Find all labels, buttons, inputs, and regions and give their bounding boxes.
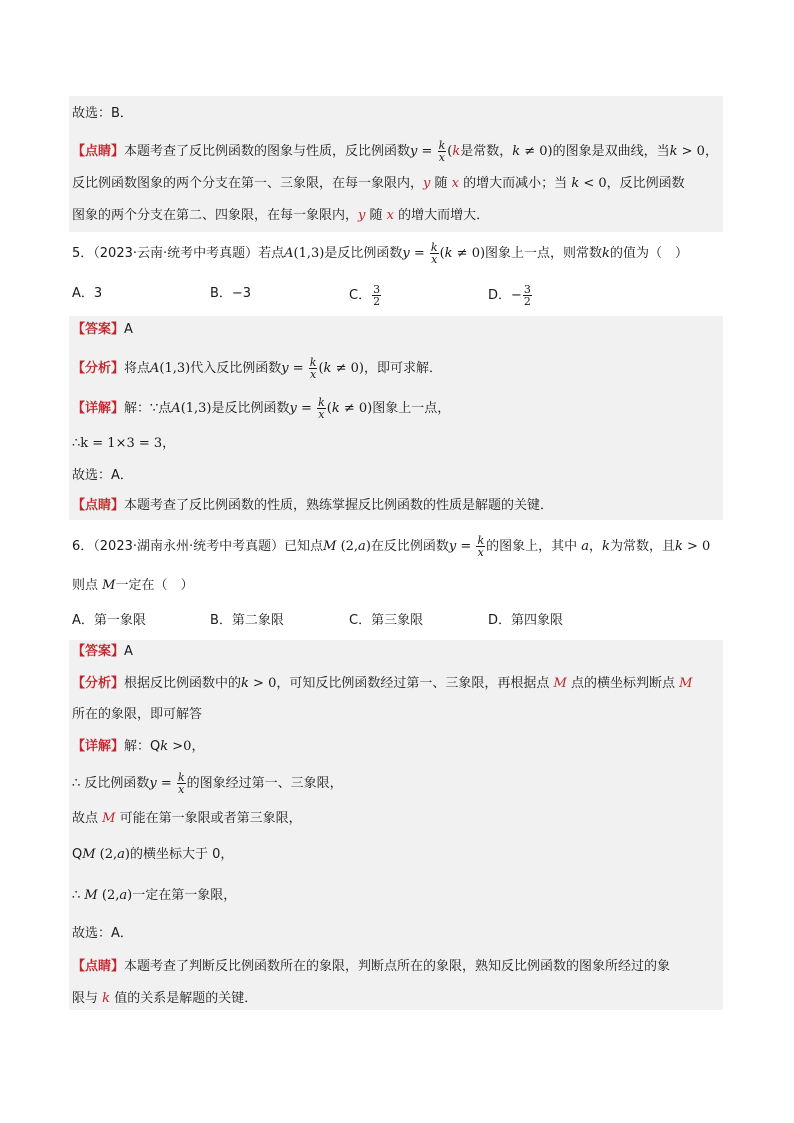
comment-text: 的增大而增大．: [398, 208, 490, 223]
detail-text: 故点: [72, 811, 99, 826]
q6-detail-2: ∴ 反比例函数y = $\frac{k}{x}$ 的图象经过第一、三象限，: [72, 771, 343, 796]
analysis-text: ，可知反比例函数经过第一、三象限，再根据点: [276, 676, 550, 691]
comment-text: 是常数，: [460, 144, 513, 159]
comment-line-2: 反比例函数图象的两个分支在第一、三象限，在每一象限内，y 随 x 的增大而减小；当 k < 0，反比例函数: [72, 176, 685, 191]
q6-stem-text: 6．（2023·湖南永州·统考中考真题）已知点: [72, 539, 324, 554]
analysis-tag: 【分析】: [72, 361, 125, 376]
q6-detail-3: 故点 M 可能在第一象限或者第三象限，: [72, 811, 302, 826]
q5-answer: [72, 320, 133, 340]
fraction-k-over-x: $\frac{k}{x}$: [309, 356, 317, 381]
detail-text: 的图象经过第一、三象限，: [186, 776, 343, 791]
fraction-3-over-2: $\frac{3}{2}$: [373, 283, 381, 308]
q5-stem-text: 的值为（ ）: [609, 246, 688, 261]
answer-value: A: [124, 322, 133, 337]
fraction-k-over-x: $\frac{k}{x}$: [438, 139, 446, 164]
comment-tag: 【点睛】: [72, 959, 125, 974]
comment-text: 本题考查了反比例函数的性质，熟练掌握反比例函数的性质是解题的关键．: [124, 498, 554, 513]
analysis-text: 根据反比例函数中的: [124, 676, 242, 691]
q6-answer: [72, 642, 133, 662]
q6-stem-text: 一定在（ ）: [115, 578, 194, 593]
q6-detail-5: ∴ M (2,a)一定在第一象限，: [72, 888, 237, 903]
detail-text: ∴: [72, 888, 81, 903]
fraction-3-over-2: $\frac{3}{2}$: [523, 283, 531, 308]
comment-line-3: 图象的两个分支在第二、四象限，在每一象限内，y 随 x 的增大而增大．: [72, 208, 490, 223]
comment-text: ，反比例函数: [606, 176, 685, 191]
q5-option-d: D．− $\frac{3}{2}$: [488, 283, 531, 308]
comment-text: 的图象是双曲线，当: [552, 144, 670, 159]
comment-text: 本题考查了反比例函数的图象与性质，反比例函数: [124, 144, 411, 159]
detail-text: ∴ 反比例函数: [72, 776, 150, 791]
comment-line-1: 【点睛】本题考查了反比例函数的图象与性质，反比例函数y = $\frac{k}{x}$ (k是常数，k ≠ 0)的图象是双曲线，当k > 0，: [72, 139, 718, 164]
answer-tag: 【答案】: [72, 644, 125, 659]
detail-text: 的横坐标大于 0，: [130, 847, 234, 862]
q6-stem-text: 在反比例函数: [370, 539, 449, 554]
q5-option-a: A．3: [72, 286, 103, 301]
q6-comment-2: 限与 k 值的关系是解题的关键．: [72, 991, 258, 1006]
q6-option-d: D．第四象限: [488, 613, 564, 628]
formula: y: [410, 144, 418, 159]
detail-text: 可能在第一象限或者第三象限，: [119, 811, 302, 826]
answer-line: [72, 104, 133, 124]
comment-text: 随: [434, 176, 448, 191]
select-text: 故选：A．: [72, 468, 133, 483]
answer-tag: 【答案】: [72, 322, 125, 337]
q6-stem-text: 为常数，且: [609, 539, 675, 554]
q6-option-a: A．第一象限: [72, 613, 146, 628]
detail-text: 一定在第一象限，: [132, 888, 237, 903]
q6-stem-line-2: 则点 M一定在（ ）: [72, 578, 194, 593]
detail-text: Q: [72, 847, 83, 862]
detail-text: 是反比例函数: [211, 401, 290, 416]
q6-stem-text: 的图象上，其中: [486, 539, 578, 554]
comment-text: 的增大而减小；当: [463, 176, 568, 191]
q5-option-b: B．−3: [210, 286, 252, 301]
q6-select: [72, 924, 133, 944]
q5-analysis: 【分析】将点A(1,3)代入反比例函数y = $\frac{k}{x}$ (k ≠ 0)，即可求解．: [72, 356, 442, 381]
detail-text: 图象上一点，: [372, 401, 451, 416]
q5-option-c: C． $\frac{3}{2}$: [349, 283, 381, 308]
q5-select: [72, 466, 133, 486]
analysis-text: 所在的象限，即可解答: [72, 707, 203, 722]
analysis-tag: 【分析】: [72, 676, 125, 691]
comment-text: 限与: [72, 991, 99, 1006]
detail-tag: 【详解】: [72, 739, 125, 754]
q6-option-b: B．第二象限: [210, 613, 284, 628]
q6-detail-1: 【详解】解：Qk >0，: [72, 739, 205, 754]
fraction-k-over-x: $\frac{k}{x}$: [177, 771, 185, 796]
q6-analysis-2: [72, 705, 202, 725]
detail-text: 解：Q: [124, 739, 161, 754]
q6-stem: 6．（2023·湖南永州·统考中考真题）已知点M (2,a)在反比例函数y = $\frac{k}{x}$ 的图象上，其中 a，k为常数，且k > 0: [72, 534, 711, 559]
comment-tag: 【点睛】: [72, 144, 125, 159]
select-text: 故选：A．: [72, 926, 133, 941]
q6-analysis-1: 【分析】根据反比例函数中的k > 0，可知反比例函数经过第一、三象限，再根据点 M 点的横坐标判断点 M: [72, 676, 693, 691]
q5-stem-text: 5．（2023·云南·统考中考真题）若点: [72, 246, 285, 261]
analysis-text: 点的横坐标判断点: [570, 676, 675, 691]
comment-text: 图象的两个分支在第二、四象限，在每一象限内，: [72, 208, 359, 223]
q5-stem: 5．（2023·云南·统考中考真题）若点A(1,3)是反比例函数y = $\frac{k}{x}$ (k ≠ 0)图象上一点，则常数k的值为（ ）: [72, 241, 688, 266]
analysis-text: 将点: [124, 361, 151, 376]
comment-tag: 【点睛】: [72, 498, 125, 513]
comment-text: 值的关系是解题的关键．: [114, 991, 258, 1006]
q5-stem-text: 是反比例函数: [324, 246, 403, 261]
q5-stem-text: 图象上一点，则常数: [485, 246, 603, 261]
answer-text: 故选：B．: [72, 106, 133, 121]
q5-comment: [72, 496, 553, 516]
fraction-k-over-x: $\frac{k}{x}$: [477, 534, 485, 559]
q6-detail-4: QM (2,a)的横坐标大于 0，: [72, 847, 234, 862]
analysis-text: ，即可求解．: [363, 361, 442, 376]
comment-text: 本题考查了判断反比例函数所在的象限，判断点所在的象限，熟知反比例函数的图象所经过的象: [124, 959, 671, 974]
detail-text: 解：∵点: [124, 401, 172, 416]
detail-tag: 【详解】: [72, 401, 125, 416]
q6-option-c: C．第三象限: [349, 613, 424, 628]
q6-stem-text: 则点: [72, 578, 99, 593]
analysis-text: 代入反比例函数: [190, 361, 282, 376]
step-text: ∴k = 1×3 = 3，: [72, 436, 176, 451]
q6-comment-1: [72, 957, 670, 977]
comment-text: 随: [369, 208, 383, 223]
fraction-k-over-x: $\frac{k}{x}$: [318, 396, 325, 421]
fraction-k-over-x: $\frac{k}{x}$: [430, 241, 438, 266]
answer-value: A: [124, 644, 133, 659]
comment-text: 反比例函数图象的两个分支在第一、三象限，在每一象限内，: [72, 176, 424, 191]
q5-detail: 【详解】解：∵点A(1,3)是反比例函数y = $\frac{k}{x}$ (k ≠ 0)图象上一点，: [72, 396, 451, 421]
q5-step: [72, 434, 175, 454]
